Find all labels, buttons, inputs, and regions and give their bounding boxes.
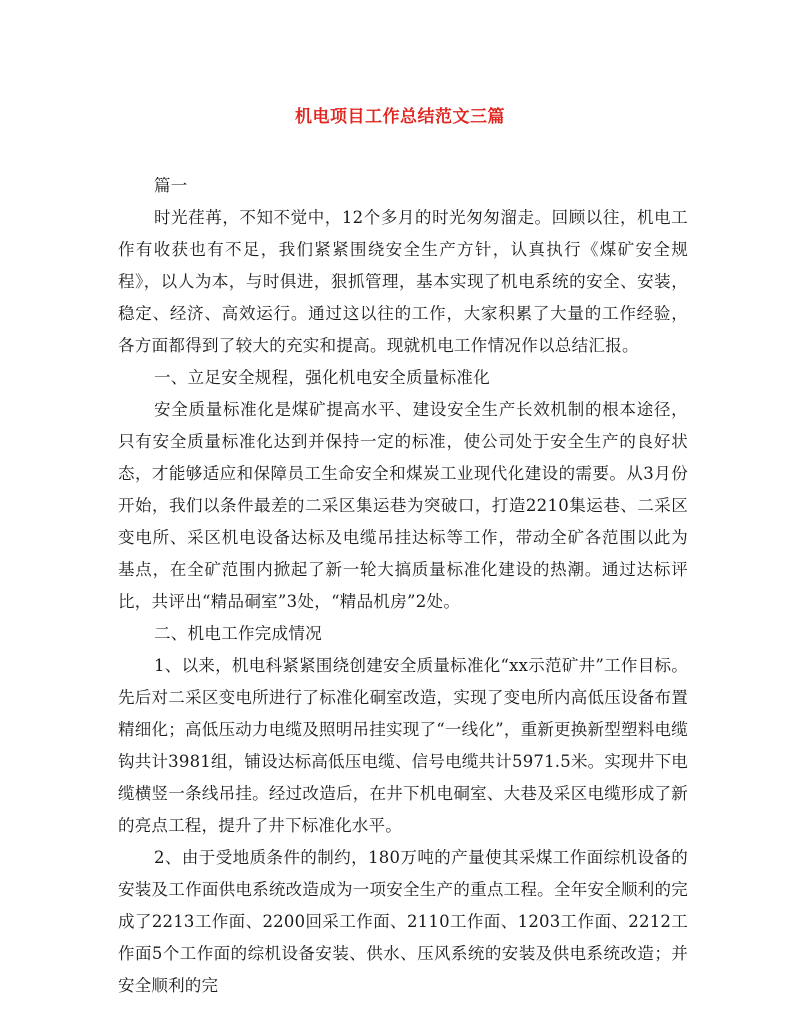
section-heading-one: 一、立足安全规程，强化机电安全质量标准化: [154, 368, 490, 387]
document-title: 机电项目工作总结范文三篇: [295, 107, 505, 127]
body-paragraph-safety-standard: 安全质量标准化是煤矿提高水平、建设安全生产长效机制的根本途径，只有安全质量标准化达到并保持一定的标准，使公司处于安全生产的良好状态，才能够适应和保障员工生命安全和煤炭工业现代化建设的需要。从3月份开始，我们以条件最差的二采区集运巷为突破口，打造2210集运巷、二采区变电所、采区机电设备达标及电缆吊挂达标等工作，带动全矿各范围以此为基点，在全矿范围内掀起了新一轮大搞质量标准化建设的热潮。通过达标评比，共评出“精品硐室”3处，“精品机房”2处。: [118, 400, 688, 611]
body-paragraph-item-1: 1、以来，机电科紧紧围绕创建安全质量标准化“xx示范矿井”工作目标。先后对二采区变电所进行了标准化硐室改造，实现了变电所内高低压设备布置精细化；高低压动力电缆及照明吊挂实现了“一线化”，重新更换新型塑料电缆钩共计3981组，铺设达标高低压电缆、信号电缆共计5971.5米。实现井下电缆横竖一条线吊挂。经过改造后，在井下机电硐室、大巷及采区电缆形成了新的亮点工程，提升了井下标准化水平。: [118, 656, 688, 835]
section-heading-part-one: 篇一: [154, 176, 188, 195]
body-paragraph-intro: 时光荏苒，不知不觉中，12个多月的时光匆匆溜走。回顾以往，机电工作有收获也有不足，我们紧紧围绕安全生产方针，认真执行《煤矿安全规程》，以人为本，与时俱进，狠抓管理，基本实现了机电系统的安全、安装，稳定、经济、高效运行。通过这以往的工作，大家积累了大量的工作经验，各方面都得到了较大的充实和提高。现就机电工作情况作以总结汇报。: [118, 208, 688, 355]
section-heading-two: 二、机电工作完成情况: [154, 624, 322, 643]
document-body: [118, 170, 688, 1002]
body-paragraph-item-2: 2、由于受地质条件的制约，180万吨的产量使其采煤工作面综机设备的安装及工作面供电系统改造成为一项安全生产的重点工程。全年安全顺利的完成了2213工作面、2200回采工作面、2110工作面、1203工作面、2212工作面5个工作面的综机设备安装、供水、压风系统的安装及供电系统改造；并安全顺利的完: [118, 848, 688, 995]
